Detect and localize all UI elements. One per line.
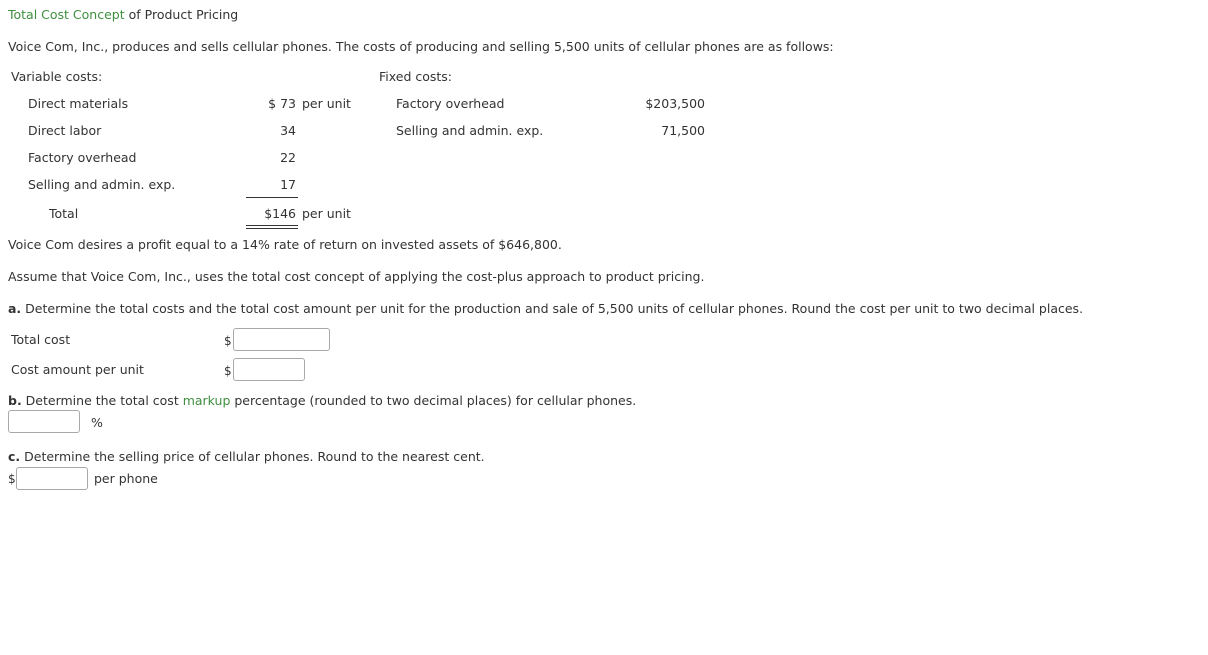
profit-text: Voice Com desires a profit equal to a 14% rate of return on invested assets of $646,800. — [8, 237, 562, 252]
variable-row-label: Selling and admin. exp. — [28, 177, 176, 192]
variable-row-unit: per unit — [302, 96, 351, 111]
assumption-text: Assume that Voice Com, Inc., uses the total cost concept of applying the cost-plus approach to product pricing. — [8, 269, 705, 284]
fixed-row-label: Selling and admin. exp. — [396, 123, 544, 138]
page-title — [8, 7, 238, 23]
topic-link[interactable]: Total Cost Concept — [8, 7, 125, 22]
title-rest: of Product Pricing — [124, 7, 239, 22]
variable-total-label: Total — [49, 206, 79, 221]
fixed-row-amount: 71,500 — [661, 123, 705, 138]
part-a-letter: a. — [8, 301, 22, 316]
total-double-rule-top — [246, 225, 298, 226]
variable-row-amount: 17 — [280, 177, 296, 192]
intro-text: Voice Com, Inc., produces and sells cellular phones. The costs of producing and selling 5,500 units of cellular phones are as follows: — [8, 39, 834, 54]
cost-per-unit-input[interactable] — [233, 358, 305, 381]
selling-price-currency: $ — [8, 472, 16, 486]
part-b-question — [8, 393, 636, 409]
variable-total-unit: per unit — [302, 206, 351, 221]
part-c-question — [8, 449, 485, 465]
total-double-rule-bottom — [246, 228, 298, 229]
variable-row-label: Direct materials — [28, 96, 129, 111]
variable-row-amount: $ 73 — [268, 96, 296, 111]
variable-total-amount: $146 — [264, 206, 296, 221]
total-cost-input[interactable] — [233, 328, 330, 351]
variable-costs-heading: Variable costs: — [11, 69, 103, 84]
part-b-text-after: percentage (rounded to two decimal places) for cellular phones. — [230, 393, 637, 408]
variable-row-amount: 34 — [280, 123, 296, 138]
variable-row-amount: 22 — [280, 150, 296, 165]
fixed-row-label: Factory overhead — [396, 96, 505, 111]
cost-per-unit-label: Cost amount per unit — [11, 362, 144, 377]
selling-price-input[interactable] — [16, 467, 88, 490]
subtotal-rule — [246, 197, 298, 198]
variable-row-label: Factory overhead — [28, 150, 137, 165]
part-b-letter: b. — [8, 393, 22, 408]
fixed-row-amount: $203,500 — [645, 96, 705, 111]
markup-link[interactable]: markup — [182, 393, 231, 408]
percent-symbol: % — [91, 415, 103, 430]
part-a-question — [8, 301, 1083, 317]
part-b-text-before: Determine the total cost — [21, 393, 183, 408]
variable-row-label: Direct labor — [28, 123, 102, 138]
part-a-text: Determine the total costs and the total cost amount per unit for the production and sale of 5,500 units of cellular phones. Round the cost per unit to two decimal places. — [21, 301, 1084, 316]
total-cost-currency: $ — [224, 334, 232, 348]
part-c-text: Determine the selling price of cellular phones. Round to the nearest cent. — [20, 449, 485, 464]
fixed-costs-heading: Fixed costs: — [379, 69, 453, 84]
part-c-letter: c. — [8, 449, 21, 464]
markup-percent-input[interactable] — [8, 410, 80, 433]
per-phone-label: per phone — [94, 471, 158, 486]
total-cost-label: Total cost — [11, 332, 71, 347]
cost-per-unit-currency: $ — [224, 364, 232, 378]
